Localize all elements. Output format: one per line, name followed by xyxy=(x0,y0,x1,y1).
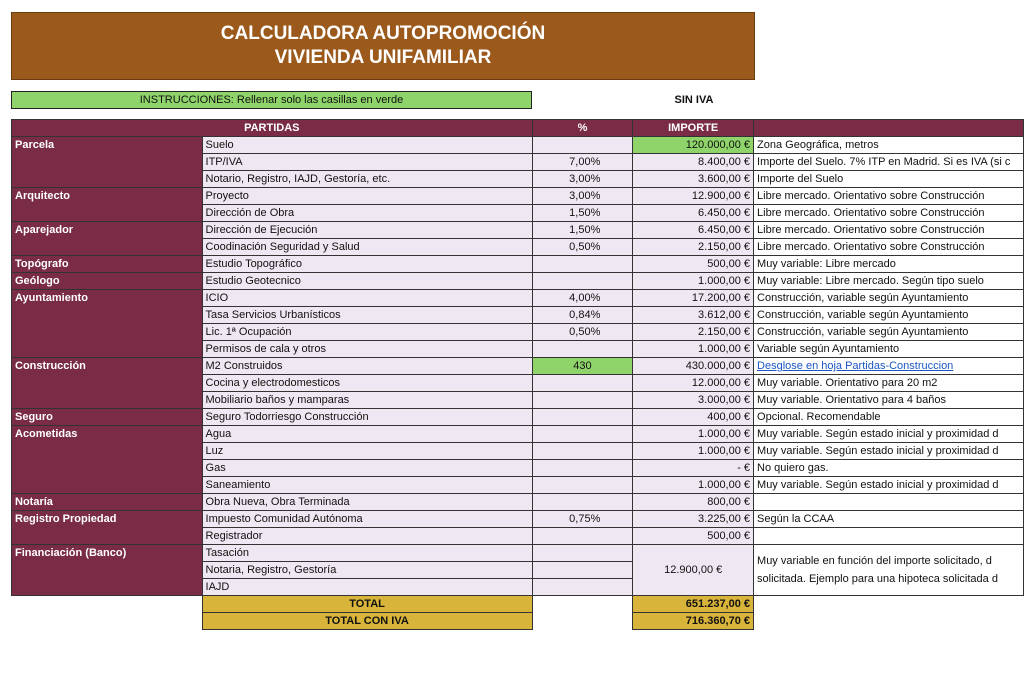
instructions-banner: INSTRUCCIONES: Rellenar solo las casillas en verde xyxy=(11,91,532,109)
pct-cell[interactable] xyxy=(532,426,633,443)
category-cell xyxy=(12,324,203,341)
pct-cell[interactable]: 7,00% xyxy=(532,154,633,171)
category-cell xyxy=(12,239,203,256)
item-cell[interactable]: Tasación xyxy=(202,545,532,562)
importe-cell[interactable]: 800,00 € xyxy=(633,494,754,511)
importe-cell[interactable]: 12.900,00 € xyxy=(633,188,754,205)
pct-cell[interactable]: 430 xyxy=(532,358,633,375)
importe-cell[interactable]: 2.150,00 € xyxy=(633,324,754,341)
note-cell: Importe del Suelo xyxy=(754,171,1024,188)
financiacion-note-line-2: solicitada. Ejemplo para una hipoteca solicitada d xyxy=(757,573,998,585)
item-cell[interactable]: Estudio Topográfico xyxy=(202,256,532,273)
pct-cell[interactable]: 0,50% xyxy=(532,239,633,256)
importe-cell[interactable]: 6.450,00 € xyxy=(633,205,754,222)
item-cell[interactable]: Tasa Servicios Urbanísticos xyxy=(202,307,532,324)
title-line-1: CALCULADORA AUTOPROMOCIÓN xyxy=(220,23,546,44)
category-cell xyxy=(12,341,203,358)
note-cell: Libre mercado. Orientativo sobre Construcción xyxy=(754,239,1024,256)
pct-cell[interactable] xyxy=(532,392,633,409)
pct-cell[interactable] xyxy=(532,579,633,596)
item-cell[interactable]: Coodinación Seguridad y Salud xyxy=(202,239,532,256)
financiacion-note-line-1: Muy variable en función del importe solicitado, d xyxy=(757,555,992,567)
importe-cell[interactable]: - € xyxy=(633,460,754,477)
total-label: TOTAL xyxy=(202,596,532,613)
category-cell xyxy=(12,562,203,579)
financiacion-importe-cell[interactable]: 12.900,00 € xyxy=(633,545,754,596)
importe-cell[interactable]: 3.000,00 € xyxy=(633,392,754,409)
total-value[interactable]: 651.237,00 € xyxy=(633,596,754,613)
note-cell: Muy variable: Libre mercado xyxy=(754,256,1024,273)
pct-cell[interactable] xyxy=(532,341,633,358)
importe-cell[interactable]: 1.000,00 € xyxy=(633,341,754,358)
pct-cell[interactable] xyxy=(532,562,633,579)
importe-cell[interactable]: 8.400,00 € xyxy=(633,154,754,171)
note-cell: Muy variable. Según estado inicial y proximidad d xyxy=(754,443,1024,460)
total-iva-value[interactable]: 716.360,70 € xyxy=(633,613,754,630)
table-row xyxy=(12,392,1024,409)
table-row xyxy=(12,222,1024,239)
pct-cell[interactable] xyxy=(532,460,633,477)
pct-cell[interactable]: 0,84% xyxy=(532,307,633,324)
item-cell[interactable]: Lic. 1ª Ocupación xyxy=(202,324,532,341)
sin-iva-label: SIN IVA xyxy=(674,94,714,106)
item-cell[interactable]: Notario, Registro, IAJD, Gestoría, etc. xyxy=(202,171,532,188)
table-row xyxy=(12,239,1024,256)
table-row xyxy=(12,358,1024,375)
total-iva-label: TOTAL CON IVA xyxy=(202,613,532,630)
item-cell[interactable]: Cocina y electrodomesticos xyxy=(202,375,532,392)
table-row xyxy=(12,273,1024,290)
pct-cell[interactable]: 3,00% xyxy=(532,188,633,205)
item-cell[interactable]: Agua xyxy=(202,426,532,443)
note-cell: Libre mercado. Orientativo sobre Construcción xyxy=(754,222,1024,239)
table-row xyxy=(12,171,1024,188)
note-cell: Construcción, variable según Ayuntamiento xyxy=(754,307,1024,324)
pct-cell[interactable]: 0,50% xyxy=(532,324,633,341)
category-cell: Notaría xyxy=(12,494,203,511)
item-cell[interactable]: Dirección de Obra xyxy=(202,205,532,222)
item-cell[interactable]: Permisos de cala y otros xyxy=(202,341,532,358)
category-cell xyxy=(12,443,203,460)
pct-cell[interactable]: 3,00% xyxy=(532,171,633,188)
category-cell: Acometidas xyxy=(12,426,203,443)
fin-row-1 xyxy=(12,545,1024,562)
table-row xyxy=(12,137,1024,154)
note-cell: Muy variable. Según estado inicial y proximidad d xyxy=(754,477,1024,494)
category-cell xyxy=(12,477,203,494)
category-cell: Registro Propiedad xyxy=(12,511,203,528)
item-cell[interactable]: Proyecto xyxy=(202,188,532,205)
importe-cell[interactable]: 6.450,00 € xyxy=(633,222,754,239)
category-cell xyxy=(12,307,203,324)
header-importe: IMPORTE xyxy=(633,120,754,137)
table-row xyxy=(12,324,1024,341)
header-notes xyxy=(754,120,1024,137)
importe-cell[interactable]: 120.000,00 € xyxy=(633,137,754,154)
item-cell[interactable]: ITP/IVA xyxy=(202,154,532,171)
pct-cell[interactable] xyxy=(532,443,633,460)
category-cell xyxy=(12,171,203,188)
total-iva-row xyxy=(12,613,1024,630)
table-row xyxy=(12,154,1024,171)
item-cell[interactable]: M2 Construidos xyxy=(202,358,532,375)
note-cell: Muy variable. Según estado inicial y proximidad d xyxy=(754,426,1024,443)
item-cell[interactable]: Impuesto Comunidad Autónoma xyxy=(202,511,532,528)
item-cell[interactable]: Saneamiento xyxy=(202,477,532,494)
category-cell: Seguro xyxy=(12,409,203,426)
pct-cell[interactable]: 4,00% xyxy=(532,290,633,307)
importe-cell[interactable]: 400,00 € xyxy=(633,409,754,426)
item-cell[interactable]: Seguro Todorriesgo Construcción xyxy=(202,409,532,426)
item-cell[interactable]: Dirección de Ejecución xyxy=(202,222,532,239)
note-cell: Construcción, variable según Ayuntamiento xyxy=(754,290,1024,307)
pct-cell[interactable] xyxy=(532,375,633,392)
table-row xyxy=(12,426,1024,443)
pct-cell[interactable] xyxy=(532,528,633,545)
item-cell[interactable]: Suelo xyxy=(202,137,532,154)
note-cell: Variable según Ayuntamiento xyxy=(754,341,1024,358)
item-cell[interactable]: Estudio Geotecnico xyxy=(202,273,532,290)
note-cell: Muy variable. Orientativo para 4 baños xyxy=(754,392,1024,409)
category-cell xyxy=(12,154,203,171)
note-cell: Construcción, variable según Ayuntamiento xyxy=(754,324,1024,341)
item-cell[interactable]: ICIO xyxy=(202,290,532,307)
header-partidas: PARTIDAS xyxy=(12,120,533,137)
importe-cell[interactable]: 3.225,00 € xyxy=(633,511,754,528)
table-row xyxy=(12,188,1024,205)
importe-cell[interactable]: 430.000,00 € xyxy=(633,358,754,375)
pct-cell[interactable] xyxy=(532,477,633,494)
category-cell xyxy=(12,528,203,545)
importe-cell[interactable]: 1.000,00 € xyxy=(633,477,754,494)
item-cell[interactable]: Notaria, Registro, Gestoría xyxy=(202,562,532,579)
note-cell: Muy variable: Libre mercado. Según tipo suelo xyxy=(754,273,1024,290)
table-row xyxy=(12,290,1024,307)
note-cell xyxy=(754,528,1024,545)
pct-cell[interactable] xyxy=(532,545,633,562)
pct-cell[interactable] xyxy=(532,273,633,290)
table-row xyxy=(12,460,1024,477)
note-cell xyxy=(754,494,1024,511)
note-cell: Libre mercado. Orientativo sobre Construcción xyxy=(754,188,1024,205)
importe-cell[interactable]: 500,00 € xyxy=(633,256,754,273)
note-cell: Zona Geográfica, metros xyxy=(754,137,1024,154)
category-cell xyxy=(12,205,203,222)
item-cell[interactable]: IAJD xyxy=(202,579,532,596)
importe-cell[interactable]: 500,00 € xyxy=(633,528,754,545)
pct-cell[interactable] xyxy=(532,256,633,273)
table-row xyxy=(12,409,1024,426)
category-cell: Ayuntamiento xyxy=(12,290,203,307)
category-cell: Aparejador xyxy=(12,222,203,239)
title-line-2: VIVIENDA UNIFAMILIAR xyxy=(274,47,492,68)
category-cell: Parcela xyxy=(12,137,203,154)
desglose-link[interactable]: Desglose en hoja Partidas-Construccion xyxy=(754,358,1024,375)
category-cell: Construcción xyxy=(12,358,203,375)
table-row xyxy=(12,375,1024,392)
importe-cell[interactable]: 1.000,00 € xyxy=(633,426,754,443)
total-row xyxy=(12,596,1024,613)
note-cell: No quiero gas. xyxy=(754,460,1024,477)
category-cell xyxy=(12,392,203,409)
item-cell[interactable]: Mobiliario baños y mamparas xyxy=(202,392,532,409)
note-cell: Importe del Suelo. 7% ITP en Madrid. Si es IVA (si c xyxy=(754,154,1024,171)
pct-cell[interactable] xyxy=(532,409,633,426)
table-row xyxy=(12,511,1024,528)
table-row xyxy=(12,256,1024,273)
item-cell[interactable]: Obra Nueva, Obra Terminada xyxy=(202,494,532,511)
category-cell: Financiación (Banco) xyxy=(12,545,203,562)
financiacion-note-cell xyxy=(754,545,1024,596)
category-cell xyxy=(12,460,203,477)
table-row xyxy=(12,205,1024,222)
category-cell xyxy=(12,375,203,392)
pct-cell[interactable]: 1,50% xyxy=(532,205,633,222)
table-row xyxy=(12,443,1024,460)
item-cell[interactable]: Gas xyxy=(202,460,532,477)
title-banner xyxy=(11,12,755,80)
table-row xyxy=(12,528,1024,545)
category-cell: Arquitecto xyxy=(12,188,203,205)
importe-cell[interactable]: 3.612,00 € xyxy=(633,307,754,324)
pct-cell[interactable] xyxy=(532,137,633,154)
note-cell: Muy variable. Orientativo para 20 m2 xyxy=(754,375,1024,392)
pct-cell[interactable]: 0,75% xyxy=(532,511,633,528)
table-row xyxy=(12,494,1024,511)
header-row xyxy=(12,120,1024,137)
importe-cell[interactable]: 12.000,00 € xyxy=(633,375,754,392)
header-pct: % xyxy=(532,120,633,137)
pct-cell[interactable]: 1,50% xyxy=(532,222,633,239)
importe-cell[interactable]: 1.000,00 € xyxy=(633,443,754,460)
cost-table xyxy=(11,119,1024,630)
note-cell: Según la CCAA xyxy=(754,511,1024,528)
pct-cell[interactable] xyxy=(532,494,633,511)
importe-cell[interactable]: 2.150,00 € xyxy=(633,239,754,256)
category-cell xyxy=(12,579,203,596)
item-cell[interactable]: Registrador xyxy=(202,528,532,545)
table-row xyxy=(12,341,1024,358)
note-cell: Opcional. Recomendable xyxy=(754,409,1024,426)
table-row xyxy=(12,477,1024,494)
category-cell: Geólogo xyxy=(12,273,203,290)
importe-cell[interactable]: 17.200,00 € xyxy=(633,290,754,307)
category-cell: Topógrafo xyxy=(12,256,203,273)
table-row xyxy=(12,307,1024,324)
note-cell: Libre mercado. Orientativo sobre Construcción xyxy=(754,205,1024,222)
importe-cell[interactable]: 1.000,00 € xyxy=(633,273,754,290)
importe-cell[interactable]: 3.600,00 € xyxy=(633,171,754,188)
item-cell[interactable]: Luz xyxy=(202,443,532,460)
